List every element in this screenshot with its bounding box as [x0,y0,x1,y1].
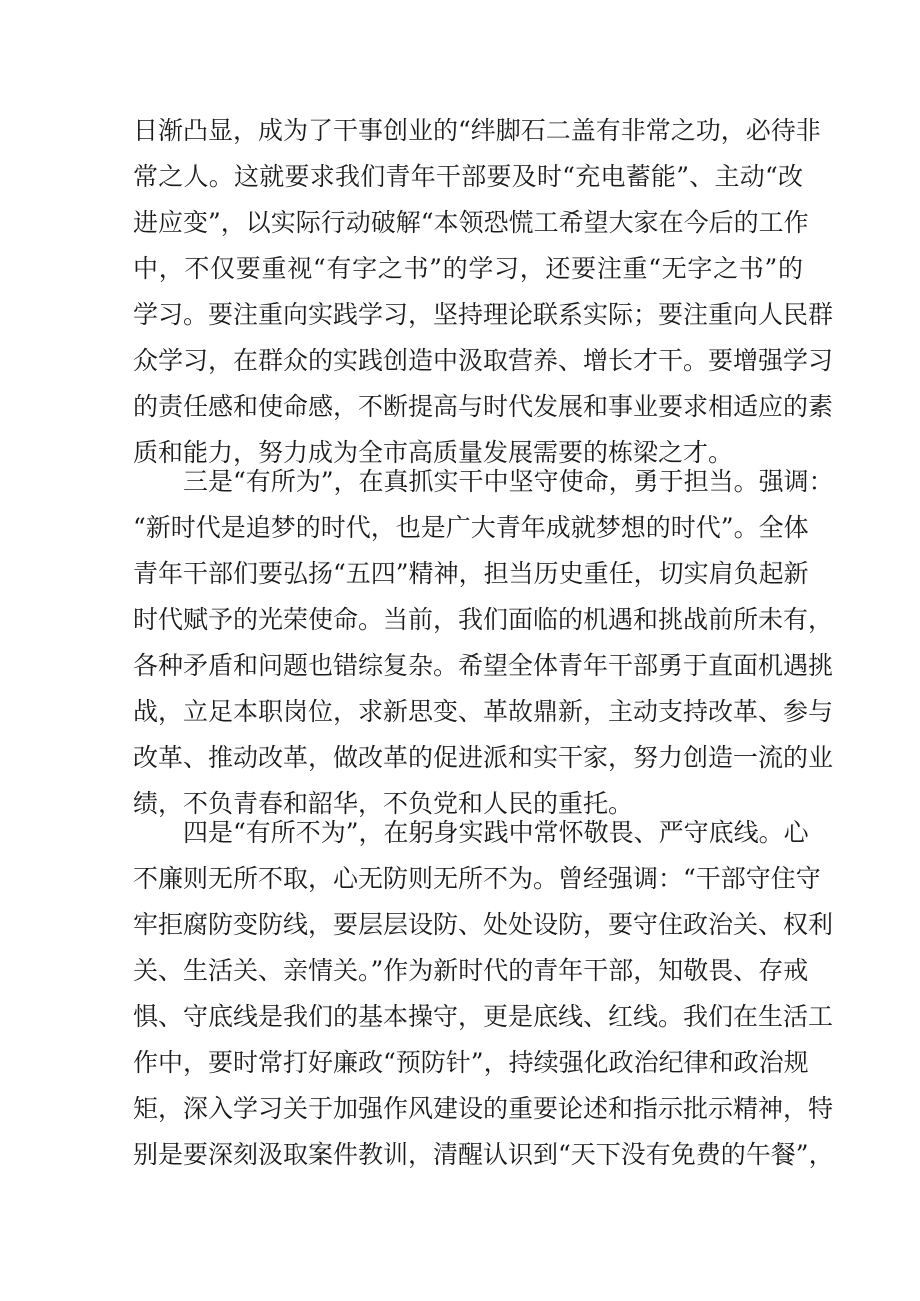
text-line: 时代赋予的光荣使命。当前，我们面临的机遇和挑战前所未有， [133,605,834,634]
paragraph-3 [133,810,834,1178]
text-line: 进应变”，以实际行动破解“本领恐慌工希望大家在今后的工作 [133,208,809,237]
text-line: 日渐凸显，成为了干事创业的“绊脚石二盖有非常之功，必待非 [133,116,821,145]
text-line: 牢拒腐防变防线，要层层设防、处处设防，要守住政治关、权利 [133,910,834,939]
text-line: 中，不仅要重视“有字之书”的学习，还要注重“无字之书”的 [133,254,803,283]
text-line: 学习。要注重向实践学习，坚持理论联系实际；要注重向人民群 [133,300,834,329]
text-line: 各种矛盾和问题也错综复杂。希望全体青年干部勇于直面机遇挑 [133,651,834,680]
text-line: 惧、守底线是我们的基本操守，更是底线、红线。我们在生活工 [133,1002,834,1031]
paragraph-1 [133,108,834,476]
text-line: 关、生活关、亲情关。”作为新时代的青年干部，知敬畏、存戒 [133,956,809,985]
text-line-indented: 三是“有所为”，在真抓实干中坚守使命，勇于担当。强调： [183,467,834,496]
text-line-indented: 四是“有所不为”，在躬身实践中常怀敬畏、严守底线。心 [183,818,809,847]
text-line: 质和能力，努力成为全市高质量发展需要的栋梁之才。 [133,438,734,467]
text-line: 的责任感和使命感，不断提高与时代发展和事业要求相适应的素 [133,392,834,421]
text-line: 绩，不负青春和韶华，不负党和人民的重托。 [133,789,634,818]
paragraph-2 [133,459,834,827]
text-line: 不廉则无所不取，心无防则无所不为。曾经强调：“干部守住守 [133,864,821,893]
text-line: 别是要深刻汲取案件教训，清醒认识到“天下没有免费的午餐”， [133,1140,834,1169]
text-line: 改革、推动改革，做改革的促进派和实干家，努力创造一流的业 [133,743,834,772]
text-line: 青年干部们要弘扬“五四”精神，担当历史重任，切实肩负起新 [133,559,809,588]
text-line: 矩，深入学习关于加强作风建设的重要论述和指示批示精神，特 [133,1094,834,1123]
text-line: “新时代是追梦的时代，也是广大青年成就梦想的时代”。全体 [133,513,809,542]
text-line: 战，立足本职岗位，求新思变、革故鼎新，主动支持改革、参与 [133,697,834,726]
text-line: 众学习，在群众的实践创造中汲取营养、增长才干。要增强学习 [133,346,834,375]
text-line: 常之人。这就要求我们青年干部要及时“充电蓄能”、主动“改 [133,162,803,191]
text-line: 作中，要时常打好廉政“预防针”，持续强化政治纪律和政治规 [133,1048,809,1077]
